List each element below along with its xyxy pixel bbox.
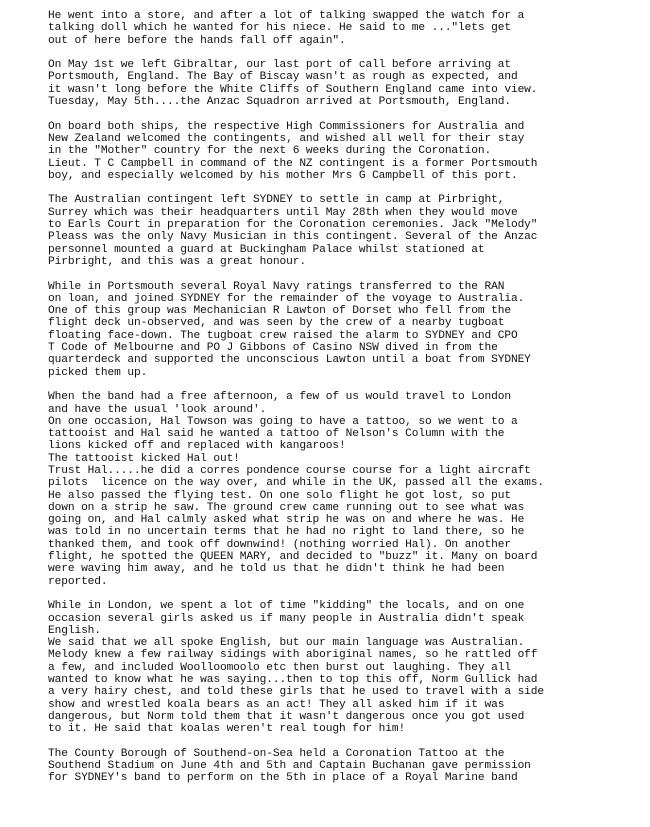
text-line: When the band had a free afternoon, a few of us would travel to London [48,391,511,404]
text-line: down on a strip he saw. The ground crew came running out to see what was [48,501,525,514]
paragraph [48,748,640,785]
paragraph [48,600,640,735]
text-line: out of here before the hands fall off again". [48,34,346,47]
text-line: One of this group was Mechanician R Lawton of Dorset who fell from the [48,305,511,318]
text-line: We said that we all spoke English, but our main language was Australian. [48,637,525,650]
text-line: He went into a store, and after a lot of talking swapped the watch for a [48,10,525,22]
text-line: floating face-down. The tugboat crew raised the alarm to SYDNEY and CPO [48,329,518,342]
text-line: Pirbright, and this was a great honour. [48,255,306,268]
text-line: flight, he spotted the QUEEN MARY, and decided to "buzz" it. Many on board [48,551,538,564]
text-line: Surrey which was their headquarters until May 28th when they would move [48,206,518,219]
text-line: lions kicked off and replaced with kangaroos! [48,440,346,453]
text-line: English. [48,624,101,637]
text-line: On board both ships, the respective High Commissioners for Australia and [48,120,525,133]
text-line: to it. He said that koalas weren't real tough for him! [48,723,406,736]
text-line: While in Portsmouth several Royal Navy ratings transferred to the RAN [48,280,505,293]
text-line: a few, and included Woolloomoolo etc then burst out laughing. They all [48,661,511,674]
text-line: T Code of Melbourne and PO J Gibbons of Casino NSW dived in from the [48,342,498,355]
text-line: show and wrestled koala bears as an act! They all asked him if it was [48,698,505,711]
text-line: for SYDNEY's band to perform on the 5th in place of a Royal Marine band [48,772,518,785]
text-line: tattooist and Hal said he wanted a tattoo of Nelson's Column with the [48,428,505,441]
text-line: thanked them, and took off downwind! (nothing worried Hal). On another [48,538,511,551]
text-line: flight deck un-observed, and was seen by the crew of a nearby tugboat [48,317,505,330]
text-line: Portsmouth, England. The Bay of Biscay wasn't as rough as expected, and [48,71,518,84]
text-line: Lieut. T C Campbell in command of the NZ contingent is a former Portsmouth [48,157,538,170]
text-line: boy, and especially welcomed by his mother Mrs G Campbell of this port. [48,169,518,182]
text-line: New Zealand welcomed the contingents, and wished all well for their stay [48,132,525,145]
text-line: The Australian contingent left SYDNEY to settle in camp at Pirbright, [48,194,505,207]
paragraph [48,194,640,268]
text-line: wanted to know what he was saying...then to top this off, Norm Gullick had [48,674,538,687]
text-line: While in London, we spent a lot of time "kidding" the locals, and on one [48,600,525,613]
text-line: The tattooist kicked Hal out! [48,452,240,465]
text-line: it wasn't long before the White Cliffs of Southern England came into view. [48,83,538,96]
text-line: Melody knew a few railway sidings with aboriginal names, so he rattled off [48,649,538,662]
text-line: Trust Hal.....he did a corres pondence course course for a light aircraft [48,464,531,477]
text-line: occasion several girls asked us if many people in Australia didn't speak [48,612,525,625]
text-line: On May 1st we left Gibraltar, our last port of call before arriving at [48,59,511,72]
text-line: dangerous, but Norm told them that it wasn't dangerous once you got used [48,710,525,723]
text-line: on loan, and joined SYDNEY for the remainder of the voyage to Australia. [48,292,525,305]
text-line: in the "Mother" country for the next 6 weeks during the Coronation. [48,145,492,158]
text-line: On one occasion, Hal Towson was going to have a tattoo, so we went to a [48,415,518,428]
text-line: Southend Stadium on June 4th and 5th and Captain Buchanan gave permission [48,760,531,773]
paragraph [48,121,640,182]
text-line: Pleass was the only Navy Musician in this contingent. Several of the Anzac [48,231,538,244]
text-line: to Earls Court in preparation for the Coronation ceremonies. Jack "Melody" [48,219,538,232]
text-line: quarterdeck and supported the unconscious Lawton until a boat from SYDNEY [48,354,531,367]
text-line: Tuesday, May 5th....the Anzac Squadron arrived at Portsmouth, England. [48,96,511,109]
text-line: going on, and Hal calmly asked what strip he was on and where he was. He [48,514,525,527]
text-line: pilots licence on the way over, and while in the UK, passed all the exams. [48,477,545,490]
text-line: were waving him away, and he told us that he didn't think he had been [48,563,505,576]
paragraph [48,281,640,379]
paragraph [48,59,640,108]
text-line: and have the usual 'look around'. [48,403,267,416]
text-line: was told in no uncertain terms that he had no right to land there, so he [48,526,525,539]
text-line: personnel mounted a guard at Buckingham Palace whilst stationed at [48,243,485,256]
paragraph [48,10,640,47]
text-line: a very hairy chest, and told these girls that he used to travel with a side [48,686,545,699]
paragraph [48,391,640,588]
text-line: talking doll which he wanted for his niece. He said to me ..."lets get [48,22,511,35]
text-line: He also passed the flying test. On one solo flight he got lost, so put [48,489,511,502]
text-line: The County Borough of Southend-on-Sea held a Coronation Tattoo at the [48,747,505,760]
text-line: reported. [48,575,108,588]
text-line: picked them up. [48,366,148,379]
